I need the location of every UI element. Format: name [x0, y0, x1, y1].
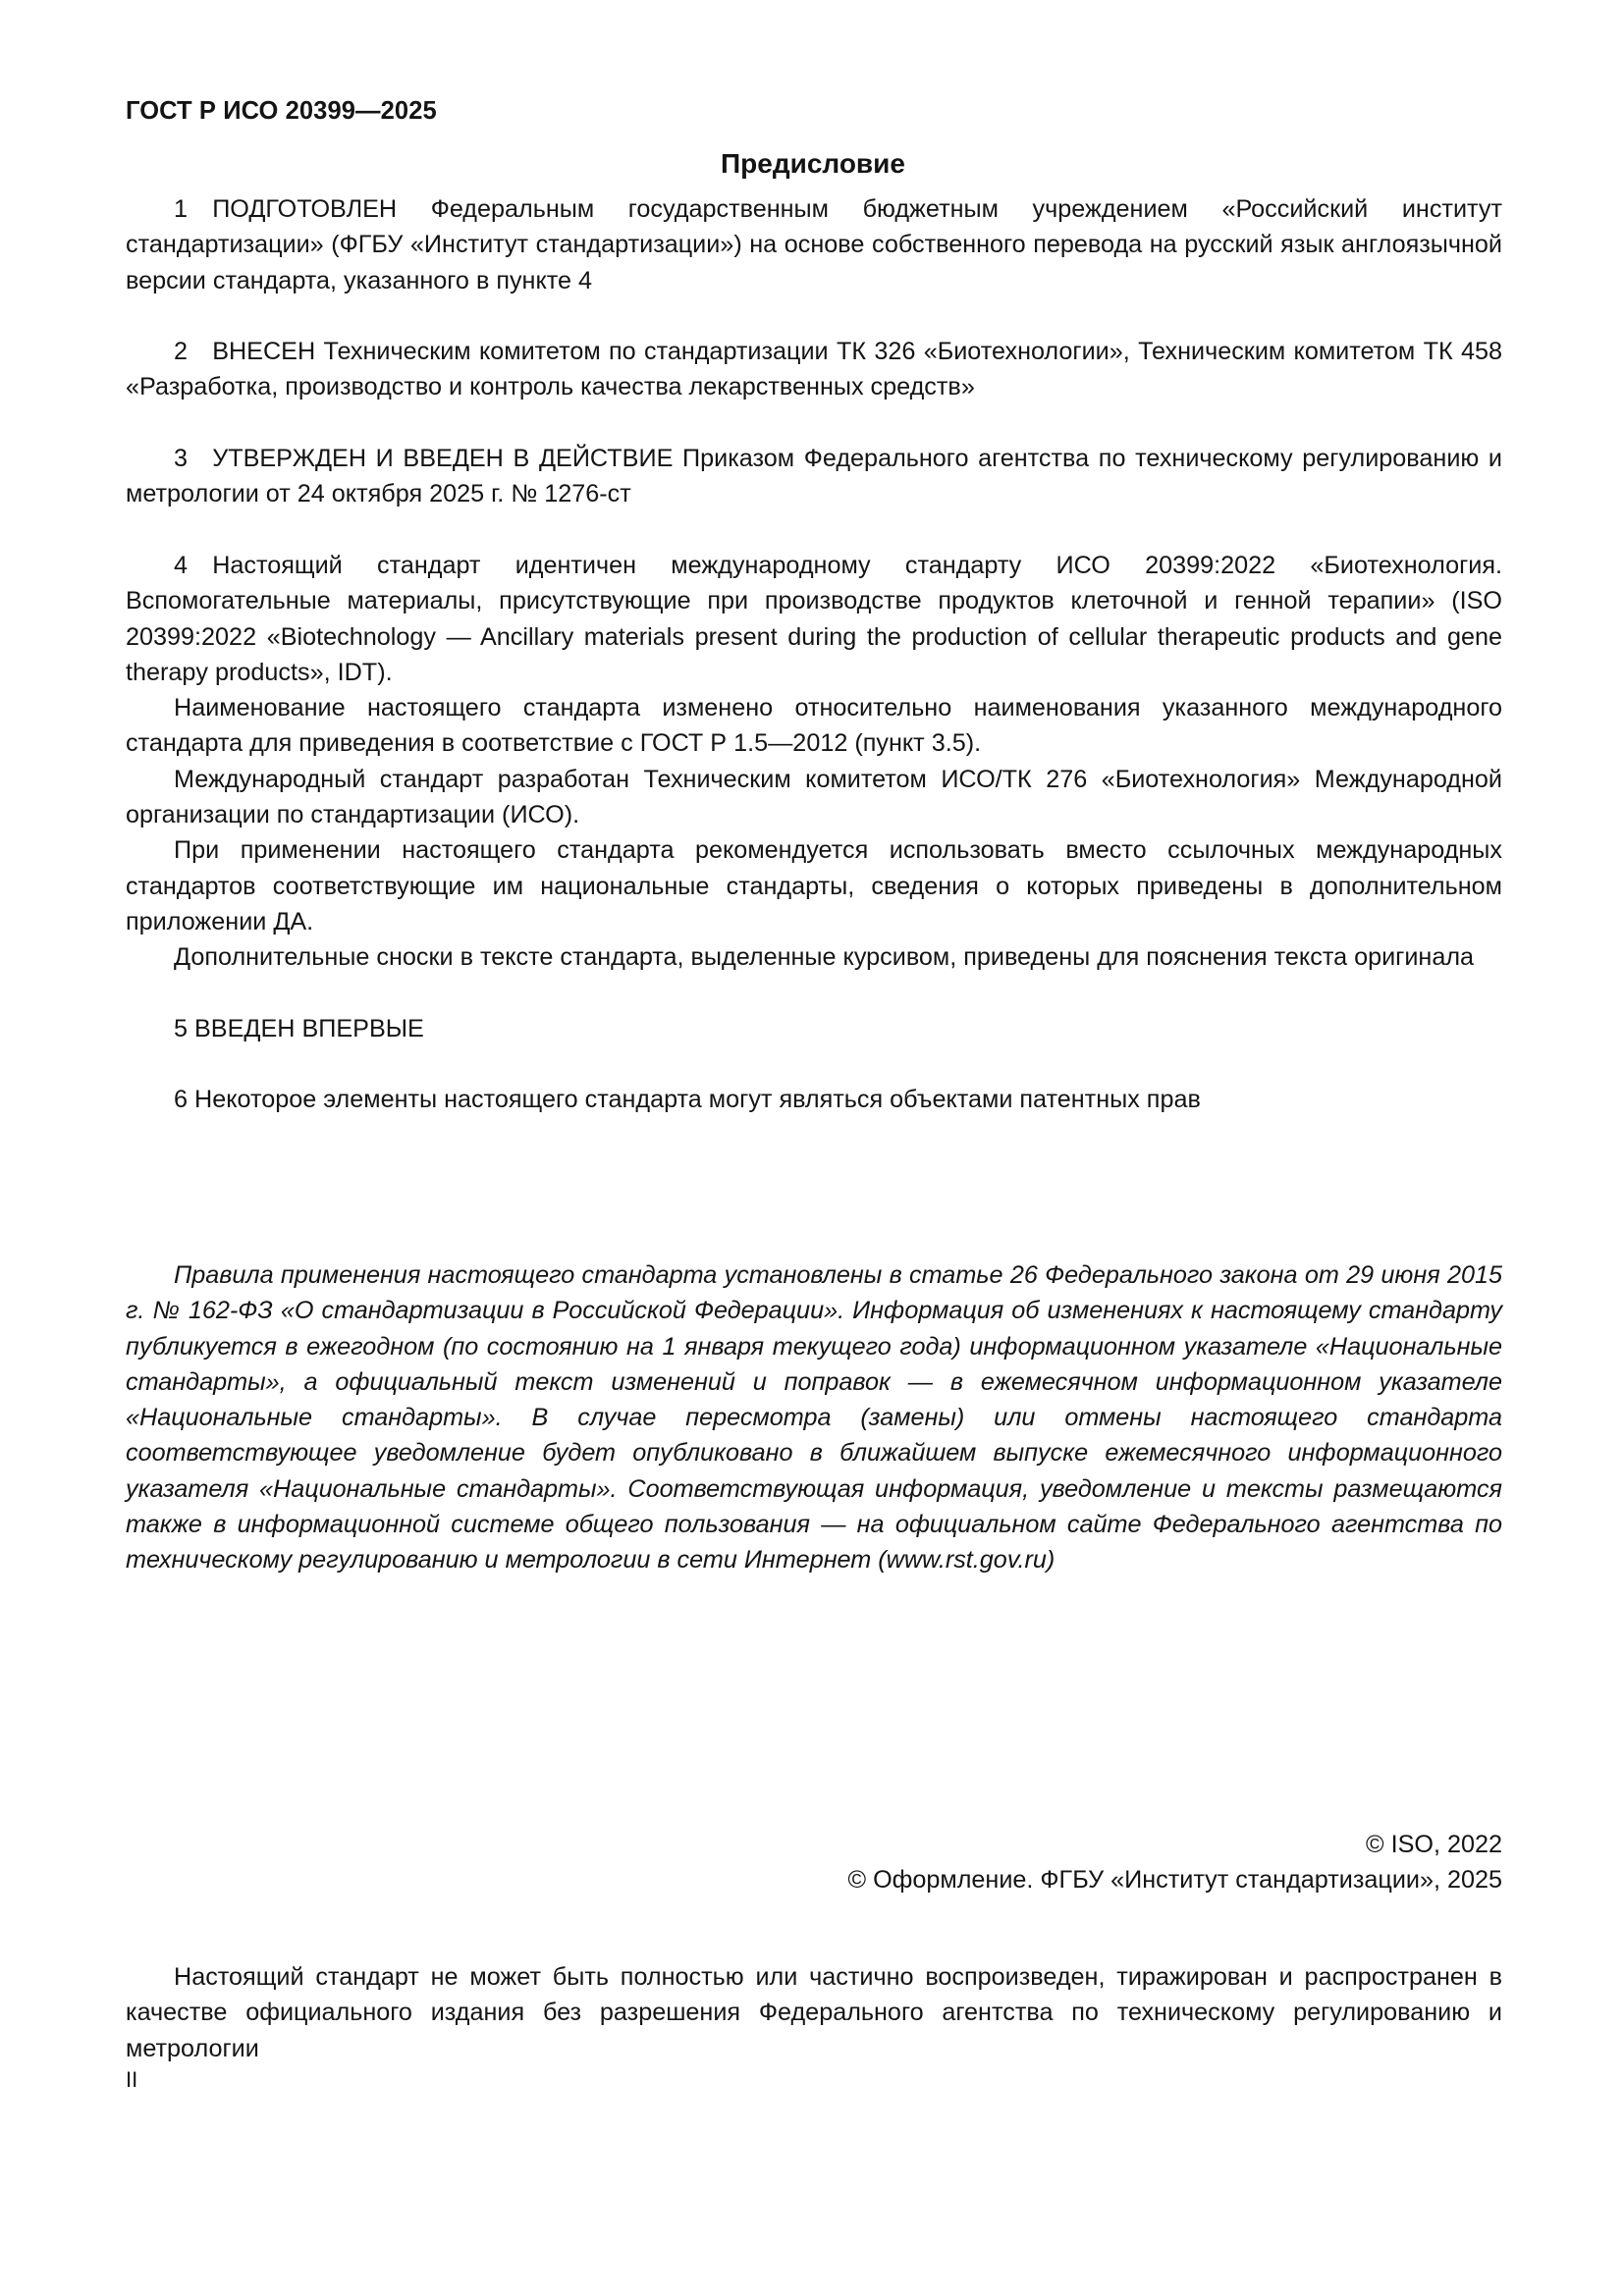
copyright-iso: © ISO, 2022	[1366, 1831, 1502, 1858]
paragraph-spacer	[126, 405, 1502, 441]
foreword-body	[126, 191, 1502, 1118]
page-title: Предисловие	[721, 148, 905, 179]
copyright-block	[126, 1827, 1502, 1898]
application-rules-notice-text: Правила применения настоящего стандарта установлены в статье 26 Федерального закона от 29 июня 2015 г. № 162-ФЗ «О стандартизации в Российской Федерации». Информация об изменениях к настоящему стандарту публикуется в ежегодном (по состоянию на 1 января текущего года) информационном указателе «Национальные стандарты», а официальный текст изменений и поправок — в ежемесячном информационном указателе «Национальные стандарты». В случае пересмотра (замены) или отмены настоящего стандарта соответствующее уведомление будет опубликовано в ближайшем выпуске ежемесячного информационного указателя «Национальные стандарты». Соответствующая информация, уведомление и тексты размещаются также в информационной системе общего пользования — на официальном сайте Федерального агентства по техническому регулированию и метрологии в сети Интернет (www.rst.gov.ru)	[126, 1261, 1502, 1575]
reproduction-notice-text: Настоящий стандарт не может быть полностью или частично воспроизведен, тиражирован и распространен в качестве официального издания без разрешения Федерального агентства по техническому регулированию и метрологии	[126, 1963, 1502, 2062]
page-number: II	[126, 2067, 138, 2092]
application-rules-notice	[126, 1257, 1502, 1578]
paragraph-spacer	[126, 298, 1502, 334]
foreword-item-2: 2 ВНЕСЕН Техническим комитетом по стандартизации ТК 326 «Биотехнологии», Техническим комитетом ТК 458 «Разработка, производство и контроль качества лекарственных средств»	[126, 338, 1502, 401]
foreword-item-4-note-2: Международный стандарт разработан Техническим комитетом ИСО/ТК 276 «Биотехнология» Международной организации по стандартизации (ИСО).	[126, 765, 1502, 829]
paragraph-spacer	[126, 1046, 1502, 1082]
paragraph-spacer	[126, 976, 1502, 1011]
document-header-standard-number: ГОСТ Р ИСО 20399—2025	[126, 97, 437, 125]
foreword-item-3: 3 УТВЕРЖДЕН И ВВЕДЕН В ДЕЙСТВИЕ Приказом Федерального агентства по техническому регулированию и метрологии от 24 октября 2025 г. № 1276-ст	[126, 445, 1502, 508]
foreword-item-4-note-1: Наименование настоящего стандарта изменено относительно наименования указанного международного стандарта для приведения в соответствие с ГОСТ Р 1.5—2012 (пункт 3.5).	[126, 694, 1502, 758]
foreword-item-1: 1 ПОДГОТОВЛЕН Федеральным государственным бюджетным учреждением «Российский институт стандартизации» (ФГБУ «Институт стандартизации») на основе собственного перевода на русский язык англоязычной версии стандарта, указанного в пункте 4	[126, 195, 1502, 294]
reproduction-notice	[126, 1959, 1502, 2066]
foreword-item-4-note-4: Дополнительные сноски в тексте стандарта, выделенные курсивом, приведены для пояснения текста оригинала	[174, 943, 1475, 972]
paragraph-spacer	[126, 512, 1502, 548]
foreword-item-5: 5 ВВЕДЕН ВПЕРВЫЕ	[174, 1014, 424, 1042]
foreword-item-4-note-3: При применении настоящего стандарта рекомендуется использовать вместо ссылочных международных стандартов соответствующие им национальные стандарты, сведения о которых приведены в дополнительном приложении ДА.	[126, 836, 1502, 935]
foreword-item-6: 6 Некоторое элементы настоящего стандарта могут являться объектами патентных прав	[174, 1086, 1201, 1114]
foreword-item-4: 4 Настоящий стандарт идентичен международному стандарту ИСО 20399:2022 «Биотехнология. Вспомогательные материалы, присутствующие при производстве продуктов клеточной и генной терапии» (ISO 20399:2022 «Biotechnology — Ancillary materials present during the production of cellular therapeutic products and gene therapy products», IDT).	[126, 551, 1502, 686]
copyright-design: © Оформление. ФГБУ «Институт стандартизации», 2025	[847, 1866, 1502, 1895]
